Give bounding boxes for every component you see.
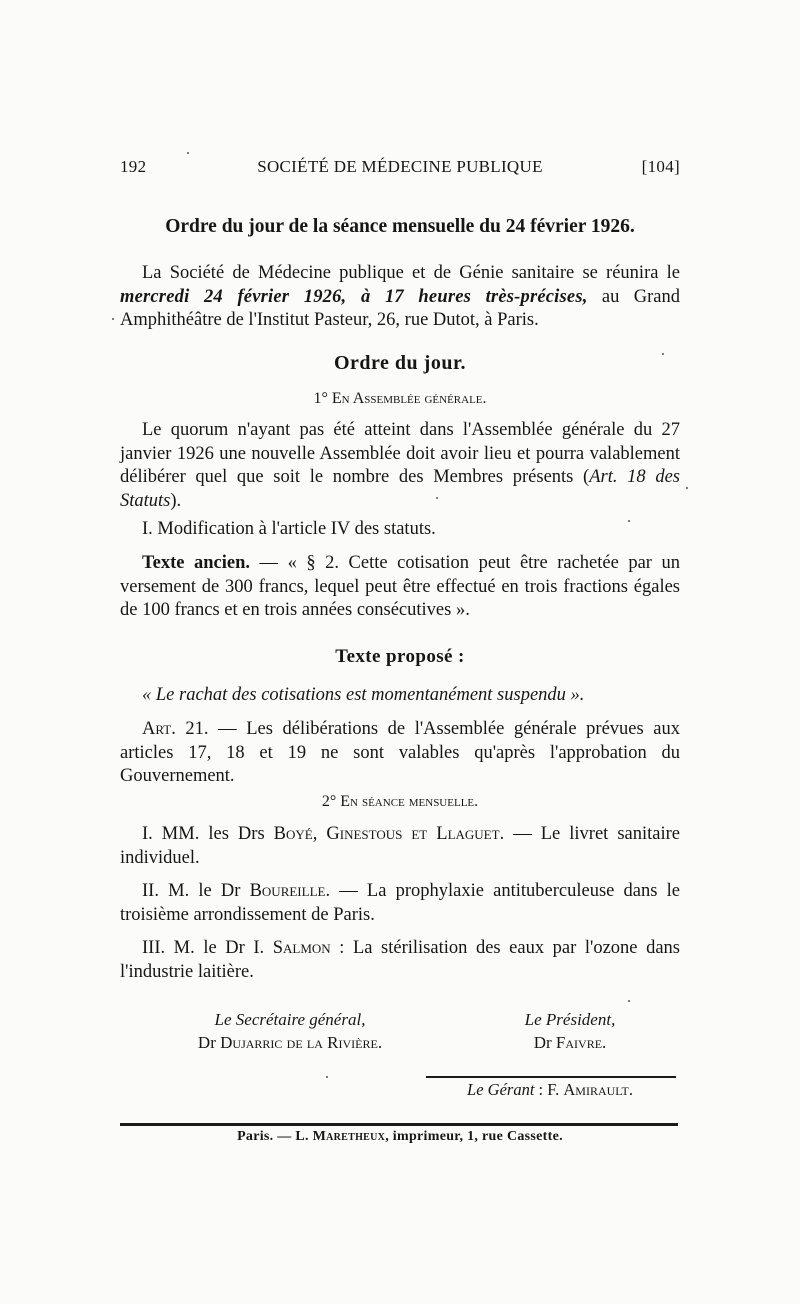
- quorum-paragraph: [120, 419, 680, 513]
- quorum-text: Le quorum n'ayant pas été atteint dans l'Assemblée générale du 27 janvier 1926 une nouvelle Assemblée doit avoir lieu et pourra valablement délibérer quel que soit le nombre des Membres présents (: [120, 420, 680, 487]
- texte-ancien-label: Texte ancien.: [142, 553, 251, 573]
- article-21-text: — Les délibérations de l'Assemblée générale prévues aux articles 17, 18 et 19 ne sont valables qu'après l'approbation du Gouvernement.: [120, 719, 680, 786]
- signature-secretaire-name-line: Dr Dujarric de la Rivière.: [197, 1033, 383, 1052]
- section-1-number: 1°: [313, 390, 328, 407]
- agenda-item-2-num: II. M. le Dr: [142, 881, 250, 901]
- agenda-item-1: [120, 823, 680, 870]
- agenda-item-3: [120, 937, 680, 984]
- print-speck: [326, 1076, 328, 1078]
- signature-secretaire-title: Le Secrétaire général,: [214, 1010, 366, 1029]
- gerant-label: Le Gérant: [467, 1080, 535, 1099]
- bracket-number: [104]: [641, 157, 680, 176]
- agenda-subtitle: Ordre du jour.: [333, 352, 467, 374]
- signature-president-name-line: Dr Faivre.: [533, 1033, 607, 1052]
- agenda-item-1-text: . — Le livret sanitaire individuel.: [120, 824, 680, 868]
- signature-secretaire-name: Dujarric de la Rivière: [220, 1033, 378, 1052]
- print-speck: [628, 520, 630, 522]
- agenda-item-1-names: Boyé, Ginestous et Llaguet: [273, 824, 500, 844]
- quorum-end: ).: [170, 490, 182, 511]
- print-speck: [628, 1000, 630, 1002]
- agenda-item-2: [120, 880, 680, 927]
- signature-president-name: Faivre: [555, 1033, 603, 1052]
- running-title: SOCIÉTÉ DE MÉDECINE PUBLIQUE: [257, 157, 543, 176]
- print-speck: [187, 152, 189, 154]
- article-21-paragraph: [120, 718, 680, 789]
- section-2-number: 2°: [321, 793, 337, 810]
- printer-name: Maretheux: [312, 1129, 386, 1144]
- section-2-heading: [120, 790, 680, 814]
- section-2-title: En séance mensuelle.: [340, 793, 479, 810]
- printer-imprint: Paris. — L. Maretheux, imprimeur, 1, rue Cassette.: [237, 1129, 563, 1144]
- texte-ancien-paragraph: [120, 552, 680, 623]
- print-speck: [686, 487, 688, 489]
- section-1-title: En Assemblée générale.: [331, 390, 487, 407]
- running-header: [120, 157, 680, 181]
- quorum-ref: Art. 18 des Statuts: [120, 467, 680, 511]
- gerant-line: Le Gérant : F. Amirault.: [467, 1080, 633, 1099]
- agenda-item-2-names: Boureille: [249, 881, 326, 901]
- print-speck: [112, 318, 114, 320]
- signature-secretaire: [160, 1008, 420, 1054]
- intro-post: au Grand Amphithéâtre de l'Institut Pasteur, 26, rue Dutot, à Paris.: [120, 286, 680, 330]
- intro-date-time: mercredi 24 février 1926, à 17 heures très-précises,: [120, 286, 588, 307]
- intro-pre: La Société de Médecine publique et de Génie sanitaire se réunira le: [142, 263, 680, 283]
- agenda-title: Ordre du jour de la séance mensuelle du 24 février 1926.: [165, 216, 635, 237]
- signature-president: [490, 1008, 650, 1054]
- page-number: 192: [120, 157, 147, 176]
- article-21-label: Art. 21.: [142, 719, 209, 739]
- texte-ancien-text: — « § 2. Cette cotisation peut être rachetée par un versement de 300 francs, lequel peut être effectué en trois fractions égales de 100 francs et en trois années consécutives ».: [120, 553, 680, 620]
- texte-propose-text: [120, 684, 680, 708]
- print-speck: [662, 353, 664, 355]
- agenda-item-3-text: : La stérilisation des eaux par l'ozone dans l'industrie laitière.: [120, 938, 680, 982]
- texte-propose-quote: « Le rachat des cotisations est momentanément suspendu ».: [142, 685, 585, 705]
- section-1-heading: [120, 387, 680, 411]
- print-speck: [436, 497, 438, 499]
- item-modification: I. Modification à l'article IV des statuts.: [142, 519, 436, 539]
- agenda-item-3-num: III. M. le Dr: [142, 938, 254, 958]
- signature-president-title: Le Président,: [524, 1010, 616, 1029]
- agenda-item-2-text: . — La prophylaxie antituberculeuse dans le troisième arrondissement de Paris.: [120, 881, 680, 925]
- agenda-item-3-names: I. Salmon: [253, 938, 331, 958]
- gerant-name: Amirault: [563, 1080, 629, 1099]
- gerant-rule: [426, 1076, 676, 1078]
- texte-propose-heading: Texte proposé :: [335, 646, 465, 667]
- footer-rule: [120, 1123, 678, 1126]
- intro-paragraph: [120, 262, 680, 333]
- agenda-item-1-num: I. MM. les Drs: [142, 824, 274, 844]
